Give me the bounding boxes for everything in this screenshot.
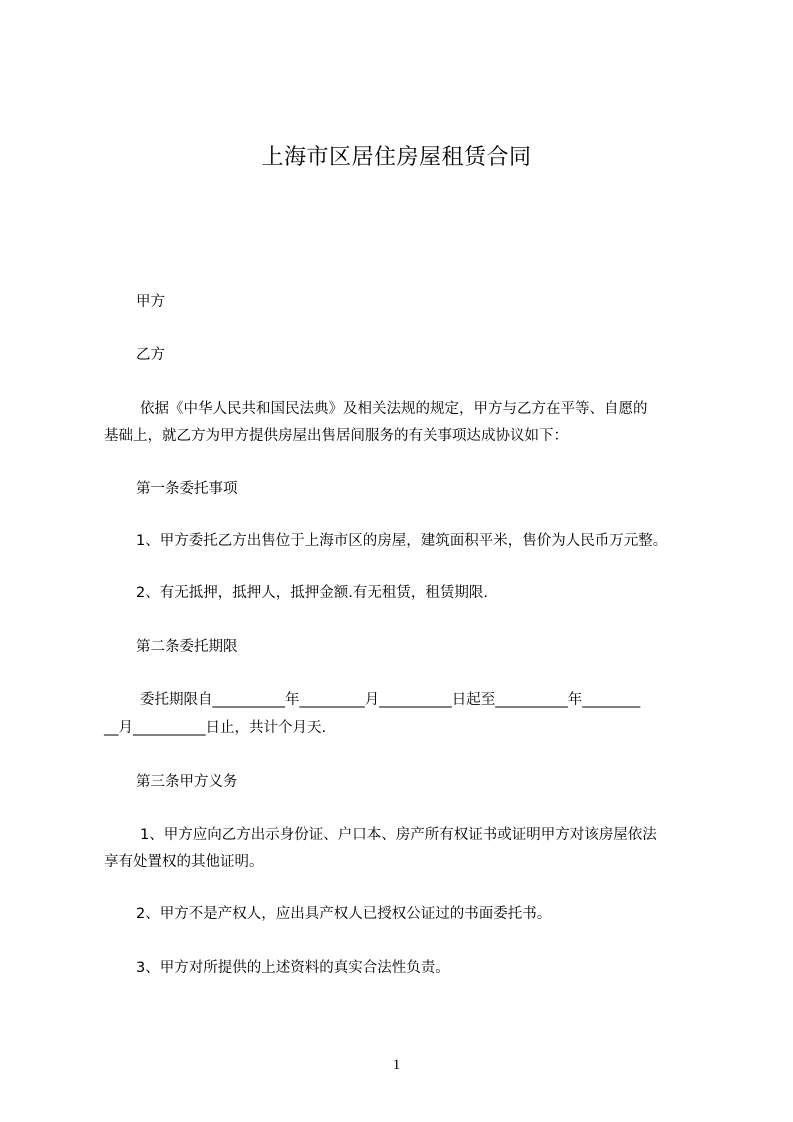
document-title: 上海市区居住房屋租赁合同 bbox=[261, 145, 532, 170]
party-b-label: 乙方 bbox=[136, 347, 165, 363]
article-3-item-1-line-2: 享有处置权的其他证明。 bbox=[104, 854, 264, 870]
article-1-item-1: 1、甲方委托乙方出售位于上海市区的房屋，建筑面积平米，售价为人民币万元整。 bbox=[136, 533, 668, 549]
preamble-line-2: 基础上，就乙方为甲方提供房屋出售居间服务的有关事项达成协议如下： bbox=[104, 428, 568, 444]
party-a-label: 甲方 bbox=[136, 294, 165, 310]
article-3-heading: 第三条甲方义务 bbox=[136, 774, 238, 790]
article-3-item-1-line-1: 1、甲方应向乙方出示身份证、户口本、房产所有权证书或证明甲方对该房屋依法 bbox=[140, 827, 657, 843]
article-3-item-3: 3、甲方对所提供的上述资料的真实合法性负责。 bbox=[136, 960, 450, 976]
article-3-item-2: 2、甲方不是产权人，应出具产权人已授权公证过的书面委托书。 bbox=[136, 906, 552, 922]
article-1-item-2: 2、有无抵押，抵押人，抵押金额.有无租赁，租赁期限. bbox=[136, 585, 488, 601]
article-2-heading: 第二条委托期限 bbox=[136, 639, 238, 655]
page-number: 1 bbox=[392, 1057, 401, 1073]
article-1-heading: 第一条委托事项 bbox=[136, 481, 238, 497]
article-2-line-1: 委托期限自__________年_________月__________日起至__________年________ bbox=[140, 692, 641, 708]
preamble-line-1: 依据《中华人民共和国民法典》及相关法规的规定，甲方与乙方在平等、自愿的 bbox=[140, 401, 648, 417]
article-2-line-2: __月__________日止，共计个月天. bbox=[104, 720, 327, 736]
